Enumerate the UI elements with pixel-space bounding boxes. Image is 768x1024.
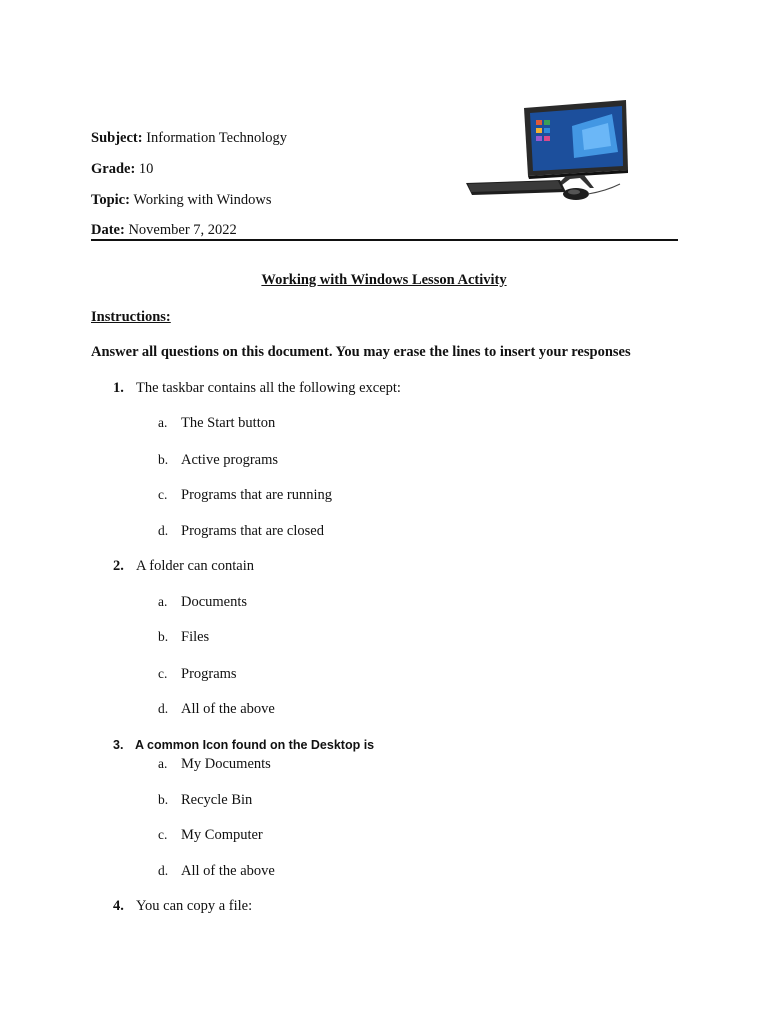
option-text: Active programs: [181, 452, 279, 468]
question-text: You can copy a file:: [136, 898, 253, 914]
grade-value: 10: [138, 161, 154, 177]
option-letter: a.: [158, 594, 168, 609]
option-letter: b.: [158, 629, 169, 644]
option-letter: a.: [158, 756, 168, 771]
option-text: All of the above: [181, 701, 275, 717]
question-2-option-d: [158, 701, 275, 718]
question-text: A common Icon found on the Desktop is: [135, 738, 375, 752]
option-text: My Documents: [181, 756, 271, 772]
question-text: A folder can contain: [136, 558, 254, 574]
grade-label: Grade:: [91, 161, 136, 177]
option-letter: a.: [158, 415, 168, 430]
topic-label: Topic:: [91, 192, 130, 208]
question-4: [113, 898, 252, 915]
date-label: Date:: [91, 222, 125, 238]
question-1-option-d: [158, 523, 324, 540]
option-letter: c.: [158, 827, 168, 842]
option-letter: b.: [158, 452, 169, 467]
date-value: November 7, 2022: [128, 222, 237, 238]
subject-value: Information Technology: [146, 130, 288, 146]
question-number: 3.: [113, 738, 124, 752]
question-text: The taskbar contains all the following except:: [136, 380, 401, 396]
question-2-option-c: [158, 666, 237, 683]
question-1-option-c: [158, 487, 332, 504]
question-3-option-a: [158, 756, 271, 773]
option-letter: d.: [158, 701, 169, 716]
option-text: Recycle Bin: [181, 792, 253, 808]
question-3-option-b: [158, 792, 252, 809]
question-2: [113, 558, 254, 575]
topic-value: Working with Windows: [133, 192, 272, 208]
option-text: All of the above: [181, 863, 275, 879]
question-1-option-a: [158, 415, 275, 432]
subject-label: Subject:: [91, 130, 143, 146]
grade-line: [91, 160, 153, 178]
header-divider: [91, 239, 678, 241]
subject-line: [91, 129, 287, 147]
option-letter: b.: [158, 792, 169, 807]
date-line: [91, 221, 237, 239]
document-title: Working with Windows Lesson Activity: [261, 272, 507, 288]
option-text: Programs that are closed: [181, 523, 324, 539]
question-1: [113, 380, 401, 397]
option-text: The Start button: [181, 415, 276, 431]
question-3: [113, 738, 374, 752]
option-letter: c.: [158, 666, 168, 681]
option-text: Programs that are running: [181, 487, 333, 503]
option-letter: d.: [158, 863, 169, 878]
question-2-option-a: [158, 594, 247, 611]
question-1-option-b: [158, 452, 278, 469]
question-number: 2.: [113, 558, 124, 574]
option-letter: d.: [158, 523, 169, 538]
instructions-text: Answer all questions on this document. You may erase the lines to insert your responses: [91, 344, 631, 360]
option-text: Files: [181, 629, 210, 645]
option-text: My Computer: [181, 827, 263, 843]
question-3-option-c: [158, 827, 263, 844]
question-number: 1.: [113, 380, 124, 396]
instructions-heading: Instructions:: [91, 309, 171, 325]
question-2-option-b: [158, 629, 209, 646]
option-text: Programs: [181, 666, 237, 682]
topic-line: [91, 191, 271, 209]
question-3-option-d: [158, 863, 275, 880]
desktop-computer-icon: [462, 96, 632, 204]
option-letter: c.: [158, 487, 168, 502]
question-number: 4.: [113, 898, 124, 914]
option-text: Documents: [181, 594, 248, 610]
